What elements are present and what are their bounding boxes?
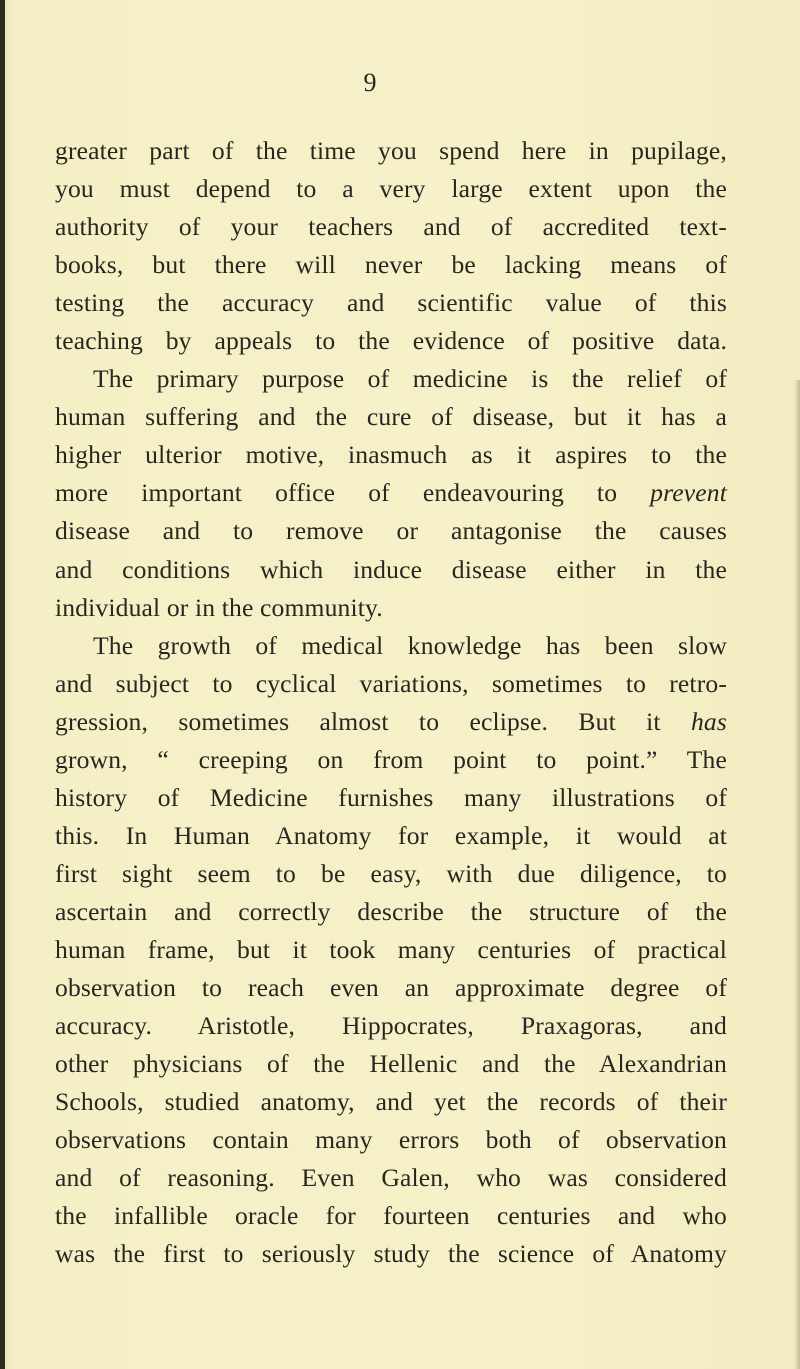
text-line: disease and to remove or antagonise the causes <box>55 516 727 546</box>
text-line: books, but there will never be lacking means of <box>55 250 727 280</box>
text-line: authority of your teachers and of accredited text- <box>55 212 727 242</box>
paragraph-start-line: The growth of medical knowledge has been slow <box>93 630 727 660</box>
text-line: you must depend to a very large extent upon the <box>55 174 727 204</box>
text-line-with-italic <box>55 474 727 512</box>
text-line: human frame, but it took many centuries of practical <box>55 934 727 964</box>
text-line: testing the accuracy and scientific value of this <box>55 288 727 318</box>
text-line: ascertain and correctly describe the structure of the <box>55 896 727 926</box>
text-line: other physicians of the Hellenic and the Alexandrian <box>55 1049 727 1079</box>
paragraph-start-line: The primary purpose of medicine is the relief of <box>93 364 727 394</box>
text-line: teaching by appeals to the evidence of positive data. <box>55 326 727 356</box>
text-segment: more important office of endeavouring to <box>55 478 651 508</box>
text-line: and subject to cyclical variations, sometimes to retro- <box>55 668 727 698</box>
text-line: accuracy. Aristotle, Hippocrates, Praxagoras, and <box>55 1011 727 1041</box>
text-line-with-italic <box>55 703 727 741</box>
text-line: the infallible oracle for fourteen centuries and who <box>55 1201 727 1231</box>
italic-word: has <box>690 706 727 736</box>
text-line: observation to reach even an approximate degree of <box>55 973 727 1003</box>
text-line: human suffering and the cure of disease, but it has a <box>55 402 727 432</box>
text-line: this. In Human Anatomy for example, it would at <box>55 820 727 850</box>
page-number: 9 <box>363 68 377 97</box>
page-binding-edge <box>0 0 5 1369</box>
text-line: and of reasoning. Even Galen, who was considered <box>55 1163 727 1193</box>
text-line: grown, “ creeping on from point to point.” The <box>55 744 727 774</box>
text-line: and conditions which induce disease either in the <box>55 554 727 584</box>
text-line: Schools, studied anatomy, and yet the records of their <box>55 1087 727 1117</box>
italic-word: prevent <box>650 478 727 508</box>
text-line: history of Medicine furnishes many illustrations of <box>55 782 727 812</box>
text-line: first sight seem to be easy, with due diligence, to <box>55 858 727 888</box>
text-line: higher ulterior motive, inasmuch as it aspires to the <box>55 440 727 470</box>
text-line: was the first to seriously study the science of Anatomy <box>55 1239 727 1269</box>
text-line: observations contain many errors both of observation <box>55 1125 727 1155</box>
page-edge-shadow <box>794 380 800 1369</box>
text-segment: gression, sometimes almost to eclipse. But it <box>55 706 691 736</box>
text-line: greater part of the time you spend here in pupilage, <box>55 136 727 165</box>
text-line: individual or in the community. <box>55 592 383 622</box>
body-text <box>55 132 727 1273</box>
